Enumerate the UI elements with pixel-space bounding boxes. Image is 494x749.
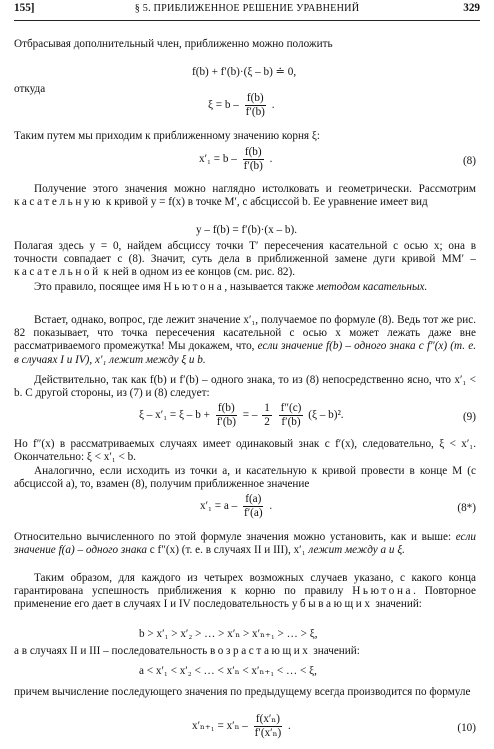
spaced-text: касательной (14, 266, 101, 279)
fraction (242, 493, 265, 520)
italic-text: если значение f(b) – одного знака с f″(x) (т. е. в случаях I и IV), x′₁ лежит между ξ и b. (14, 340, 476, 366)
text: к ней в одном из ее концов (см. рис. 82). (100, 266, 296, 279)
equation-number: (10) (457, 722, 476, 734)
spaced-text: Ньютона (352, 585, 414, 598)
paragraph (14, 183, 476, 209)
paragraph: Но f″(x) в рассматриваемых случаях имеет одинаковый знак с f′(x), следовательно, ξ < x′₁. Окончательно: ξ < x′₁ < b. (14, 438, 476, 464)
equation-body: b > x′₁ > x′₂ > … > x′ₙ > x′ₙ₊₁ > … > ξ, (139, 628, 318, 640)
paragraph (14, 281, 476, 294)
equation-body: f(b) + f′(b)·(ξ – b) ≐ 0, (192, 66, 297, 78)
fraction (253, 713, 284, 740)
text: . Повторное применение его дает в случаях I и IV последовательность (14, 585, 476, 611)
equation (14, 628, 476, 644)
denominator: f′(b) (216, 416, 236, 428)
equation-number: (9) (462, 411, 476, 423)
equation (14, 92, 476, 124)
text: значений: (310, 645, 360, 657)
equation-part: ξ = b – (208, 99, 239, 112)
equation-part: . (269, 500, 273, 513)
text: , называется также (224, 281, 317, 293)
page-number: 329 (463, 2, 480, 14)
running-title: § 5. ПРИБЛИЖЕННОЕ РЕШЕНИЕ УРАВНЕНИЙ (134, 3, 360, 14)
fraction (242, 146, 265, 173)
equation-part: ξ – x′₁ = ξ – b + (139, 409, 210, 422)
fraction (244, 92, 267, 119)
equation-part: (ξ – b)². (308, 409, 344, 422)
header-rule (14, 20, 480, 21)
numerator: f(b) (217, 402, 235, 414)
denominator: f′(x′ₙ) (254, 727, 282, 739)
running-header (14, 2, 480, 18)
text: Полагая здесь y = 0, найдем абсциссу точки T′ пересечения касательной с осью x; она в точности совпадает с (8). Значит, суть дела в приближенной замене дуги кривой MM′ – (14, 240, 476, 266)
spaced-text: возрастающих (209, 645, 311, 657)
section-number: 155] (14, 2, 35, 14)
equation-8 (14, 146, 476, 178)
equation-part: . (287, 720, 291, 733)
text: к кривой y = f(x) в точке M′, с абсциссой b. Ее уравнение имеет вид (103, 196, 428, 209)
numerator: f(a) (245, 493, 262, 505)
text-line: откуда (14, 83, 46, 95)
equation-number: (8) (462, 155, 476, 167)
equation-part: x′₁ = a – (200, 500, 238, 513)
text: значений: (372, 598, 422, 611)
paragraph (14, 531, 476, 557)
equation-8-star (14, 493, 476, 525)
equation (14, 665, 476, 681)
equation-part: = – (242, 409, 258, 422)
fraction (215, 402, 238, 429)
text: с f″(x) (т. е. в случаях II и III), x′₁ (146, 544, 309, 557)
equation-10 (14, 713, 476, 745)
text: Относительно вычисленного по этой формуле значения можно установить, как и выше: (14, 531, 456, 543)
equation-body: y – f(b) = f′(b)·(x – b). (196, 224, 298, 236)
spaced-text: касательную (14, 196, 104, 209)
numerator: f(b) (246, 92, 264, 104)
numerator: 1 (264, 402, 270, 414)
paragraph (14, 240, 476, 280)
paragraph: Аналогично, если исходить из точки a, и касательную к кривой провести в конце M (с абсциссой a), то, взамен (8), получим приближенное значение (14, 465, 476, 491)
text: Получение этого значения можно наглядно истолковать и геометрически. Рассмотрим (34, 183, 476, 195)
paragraph: Действительно, так как f(b) и f′(b) – одного знака, то из (8) непосредственно ясно, что x′₁ < b. С другой стороны, из (7) и (8) следует: (14, 374, 476, 400)
numerator: f(b) (244, 146, 262, 158)
equation-part: . (269, 153, 273, 166)
text-line: Отбрасывая дополнительный член, приближенно можно положить (14, 38, 333, 50)
spaced-text: убывающих (291, 598, 373, 611)
paragraph (14, 572, 476, 612)
numerator: f(x′ₙ) (255, 713, 280, 725)
italic-text: если значение f(a) – одного знака (14, 531, 476, 557)
text: Это правило, посящее имя (34, 281, 164, 293)
equation-part: x′ₙ₊₁ = x′ₙ – (192, 720, 248, 733)
equation-body: a < x′₁ < x′₂ < … < x′ₙ < x′ₙ₊₁ < … < ξ, (139, 665, 317, 677)
italic-text: методом касательных. (316, 281, 428, 293)
equation (14, 224, 476, 240)
numerator: f″(c) (280, 402, 302, 414)
denominator: f′(b) (281, 416, 301, 428)
spaced-text: Ньютона (163, 281, 225, 293)
text: Встает, однако, вопрос, где лежит значение x′₁, получаемое по формуле (8). Ведь тот же рис. 82 показывает, что точка пересечения касательной с осью x может лежать даже вне рассматриваемого промежутка! Мы докажем, что, (14, 314, 476, 353)
denominator: f′(b) (245, 106, 265, 118)
equation-part: x′₁ = b – (199, 153, 237, 166)
denominator: 2 (264, 416, 270, 428)
equation-9 (14, 402, 476, 434)
fraction (279, 402, 304, 429)
denominator: f′(b) (243, 160, 263, 172)
text-line: Таким путем мы приходим к приближенному значению корня ξ: (14, 130, 320, 142)
paragraph (14, 314, 476, 367)
text: а в случаях II и III – последовательность (14, 645, 210, 657)
paragraph: причем вычисление последующего значения по предыдущему всегда производится по формуле (14, 686, 471, 698)
equation-number: (8*) (457, 502, 476, 514)
denominator: f′(a) (244, 507, 263, 519)
equation (14, 66, 476, 82)
italic-text: лежит между a и ξ. (308, 544, 405, 557)
paragraph (14, 645, 476, 658)
fraction (262, 402, 272, 429)
text: Таким образом, для каждого из четырех возможных случаев указано, с какого конца гарантирована успешность приближения к корню по правилу (14, 572, 476, 598)
equation-part: . (271, 99, 275, 112)
